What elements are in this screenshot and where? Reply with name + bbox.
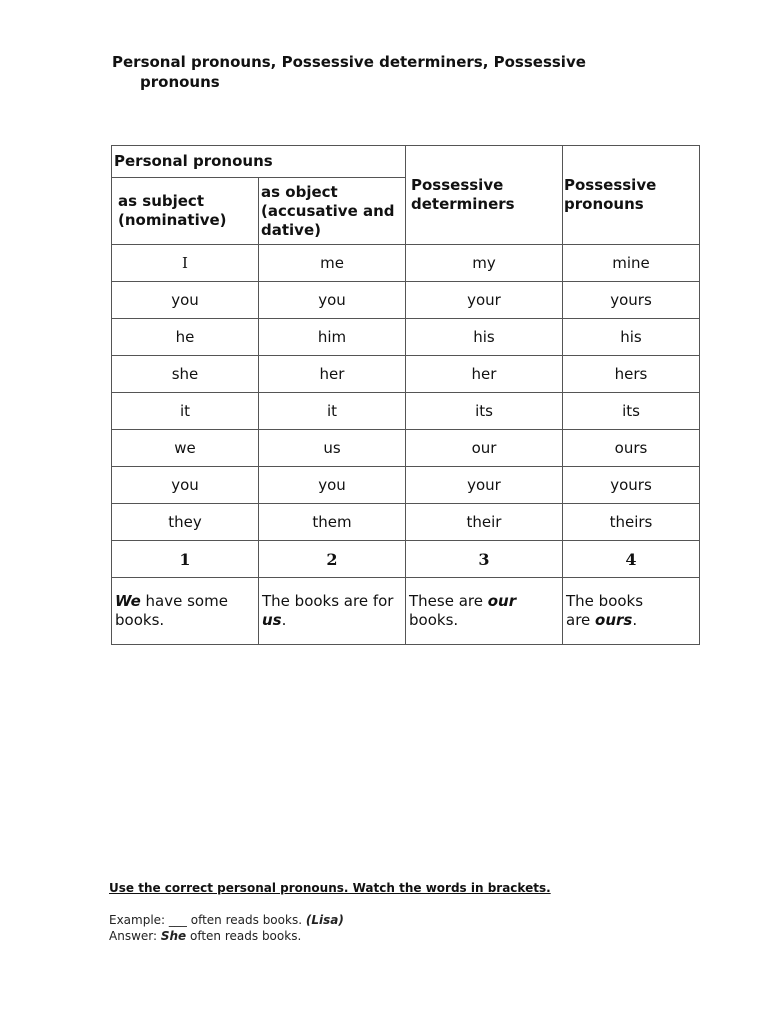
cell-determiner: their [406,504,563,541]
cell-object: you [259,282,406,319]
cell-object: us [259,430,406,467]
number-row [112,541,700,578]
example-row [112,578,700,645]
cell-possessive: its [563,393,700,430]
cell-subject: you [112,282,259,319]
answer-label: Answer: [109,929,161,943]
cell-possessive: ours [563,430,700,467]
title-line-2: pronouns [140,73,220,91]
example-text: These are [409,592,488,610]
cell-possessive: mine [563,245,700,282]
answer-bold-word: She [160,929,187,943]
cell-subject: we [112,430,259,467]
column-number: 4 [563,541,700,578]
example-bold-word: our [487,592,517,610]
pronoun-table [111,145,700,645]
table-row [112,282,700,319]
cell-object: you [259,467,406,504]
cell-determiner: my [406,245,563,282]
exercise-instruction: Use the correct personal pronouns. Watch the words in brackets. [109,881,551,895]
column-number: 2 [259,541,406,578]
example-text: books. [409,611,459,629]
page-title [112,52,632,92]
example-bold-word: us [262,611,282,629]
cell-possessive: hers [563,356,700,393]
example-bold-word: We [115,592,141,610]
cell-subject: it [112,393,259,430]
header-as-subject: as subject (nominative) [112,178,259,245]
table-row [112,467,700,504]
example-text: The books are for [262,592,394,610]
cell-subject: you [112,467,259,504]
cell-subject: they [112,504,259,541]
column-number: 3 [406,541,563,578]
cell-object: me [259,245,406,282]
cell-object: them [259,504,406,541]
cell-subject: she [112,356,259,393]
cell-object: it [259,393,406,430]
table-row [112,245,700,282]
header-as-object: as object (accusative and dative) [259,178,406,245]
cell-determiner: your [406,282,563,319]
title-line-1: Personal pronouns, Possessive determiners, Possessive [112,53,586,71]
table-row [112,430,700,467]
example-sentence: ___ often reads books. [168,913,306,927]
table-row [112,393,700,430]
example-text: have some books. [115,592,228,629]
example-bold-word: ours [595,611,633,629]
table-row [112,319,700,356]
cell-object: him [259,319,406,356]
example-object [259,578,406,645]
cell-possessive: his [563,319,700,356]
cell-subject: he [112,319,259,356]
cell-possessive: yours [563,282,700,319]
example-line [109,912,344,928]
cell-object: her [259,356,406,393]
example-label: Example: [109,913,169,927]
example-text: . [632,611,638,629]
example-text: The books are [566,592,644,629]
answer-sentence: often reads books. [186,929,302,943]
header-possessive-pronouns: Possessive pronouns [563,146,700,245]
table-row [112,504,700,541]
cell-determiner: its [406,393,563,430]
cell-determiner: your [406,467,563,504]
exercise-example [109,912,344,944]
header-personal-pronouns: Personal pronouns [112,146,406,178]
header-possessive-determiners: Possessive determiners [406,146,563,245]
example-text: . [281,611,287,629]
cell-determiner: her [406,356,563,393]
cell-determiner: our [406,430,563,467]
example-determiner [406,578,563,645]
cell-possessive: theirs [563,504,700,541]
cell-possessive: yours [563,467,700,504]
example-subject [112,578,259,645]
column-number: 1 [112,541,259,578]
cell-subject: I [112,245,259,282]
answer-line [109,928,344,944]
table-row [112,356,700,393]
example-hint: (Lisa) [305,913,344,927]
example-possessive [563,578,700,645]
cell-determiner: his [406,319,563,356]
